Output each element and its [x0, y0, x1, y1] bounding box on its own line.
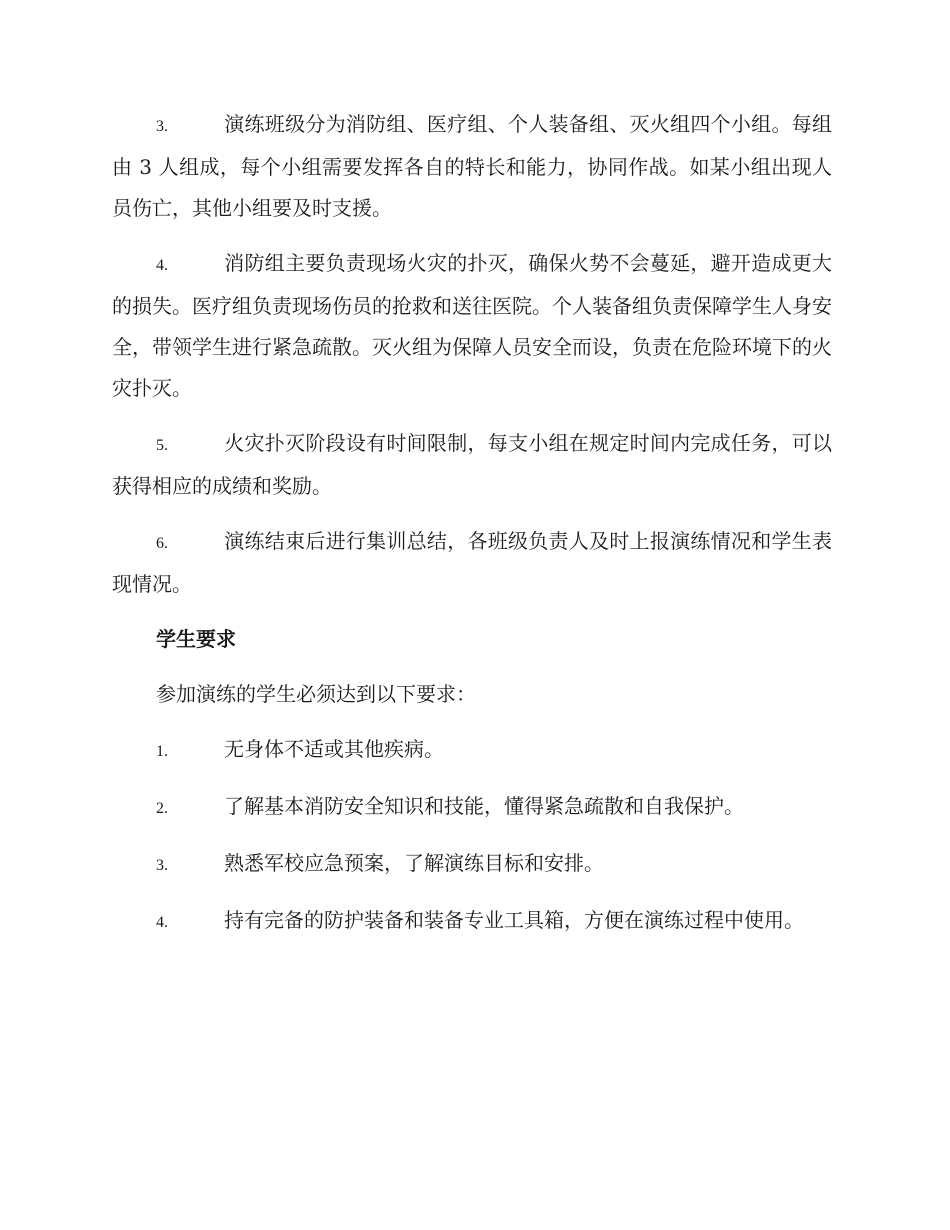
list-number: 4.	[156, 257, 168, 274]
list-text: 演练班级分为消防组、医疗组、个人装备组、灭火组四个小组。每组由 3 人组成，每个小组需要发挥各自的特长和能力，协同作战。如某小组出现人员伤亡，其他小组要及时支援。	[112, 112, 832, 220]
list-item	[112, 786, 832, 829]
list-item	[112, 243, 832, 409]
list-text: 熟悉军校应急预案，了解演练目标和安排。	[224, 851, 604, 875]
section-heading: 学生要求	[156, 627, 236, 651]
list-number: 5.	[156, 437, 168, 454]
list-item	[112, 900, 832, 943]
intro-paragraph: 参加演练的学生必须达到以下要求：	[156, 682, 476, 706]
list-number: 6.	[156, 535, 168, 552]
list-text: 火灾扑灭阶段设有时间限制，每支小组在规定时间内完成任务，可以获得相应的成绩和奖励。	[112, 431, 832, 498]
list-item	[112, 729, 832, 772]
list-number: 4.	[156, 914, 168, 931]
list-item	[112, 843, 832, 886]
list-number: 1.	[156, 743, 168, 760]
list-text: 演练结束后进行集训总结，各班级负责人及时上报演练情况和学生表现情况。	[112, 529, 832, 596]
list-number: 3.	[156, 857, 168, 874]
list-item	[112, 423, 832, 507]
list-number: 2.	[156, 800, 168, 817]
list-text: 无身体不适或其他疾病。	[224, 737, 444, 761]
list-item	[112, 104, 832, 229]
list-text: 消防组主要负责现场火灾的扑灭，确保火势不会蔓延，避开造成更大的损失。医疗组负责现场伤员的抢救和送往医院。个人装备组负责保障学生人身安全，带领学生进行紧急疏散。灭火组为保障人员安全而设，负责在危险环境下的火灾扑灭。	[112, 251, 832, 400]
list-number: 3.	[156, 118, 168, 135]
document-page	[112, 104, 832, 957]
list-text: 持有完备的防护装备和装备专业工具箱，方便在演练过程中使用。	[224, 908, 804, 932]
list-text: 了解基本消防安全知识和技能，懂得紧急疏散和自我保护。	[224, 794, 744, 818]
list-item	[112, 521, 832, 605]
